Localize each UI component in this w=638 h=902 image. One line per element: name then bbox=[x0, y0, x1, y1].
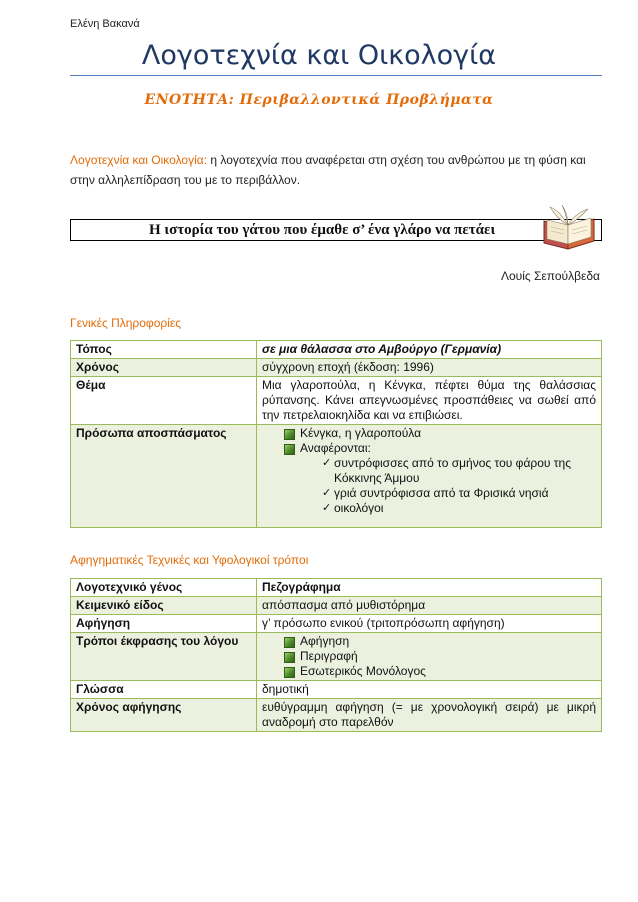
table-key: Θέμα bbox=[71, 377, 257, 425]
table-row bbox=[71, 699, 602, 732]
table-row bbox=[71, 633, 602, 681]
table-row bbox=[71, 377, 602, 425]
table-key: Κειμενικό είδος bbox=[71, 597, 257, 615]
table-key: Πρόσωπα αποσπάσματος bbox=[71, 425, 257, 528]
table-value: ευθύγραμμη αφήγηση (= με χρονολογική σειρά) με μικρή αναδρομή στο παρελθόν bbox=[257, 699, 602, 732]
table-key: Τόπος bbox=[71, 341, 257, 359]
definition-text: η λογοτεχνία που αναφέρεται στη σχέση του ανθρώπου με τη φύση και στην αλληλεπίδραση του με το περιβάλλον. bbox=[70, 153, 586, 187]
title-underline bbox=[70, 75, 602, 76]
mentioned-list bbox=[262, 456, 596, 516]
list-item: ✓ συντρόφισσες από το σμήνος του φάρου της Κόκκινης Άμμου bbox=[322, 456, 571, 485]
table-key: Τρόποι έκφρασης του λόγου bbox=[71, 633, 257, 681]
list-item: Κένγκα, η γλαροπούλα bbox=[284, 426, 596, 441]
table-key: Γλώσσα bbox=[71, 681, 257, 699]
table-value bbox=[257, 633, 602, 681]
list-item: ✓ γριά συντρόφισσα από τα Φρισικά νησιά bbox=[322, 486, 549, 500]
table-row bbox=[71, 425, 602, 528]
square-bullet-icon bbox=[284, 667, 295, 678]
square-bullet-icon bbox=[284, 444, 295, 455]
table-row bbox=[71, 597, 602, 615]
table-row bbox=[71, 681, 602, 699]
table-value: απόσπασμα από μυθιστόρημα bbox=[257, 597, 602, 615]
table-key: Χρόνος αφήγησης bbox=[71, 699, 257, 732]
modes-list bbox=[262, 634, 596, 679]
checkmark-icon: ✓ bbox=[322, 457, 332, 469]
persons-list bbox=[262, 426, 596, 456]
table-value bbox=[257, 425, 602, 528]
table-row bbox=[71, 359, 602, 377]
unit-title: ΕΝΟΤΗΤΑ: Περιβαλλοντικά Προβλήματα bbox=[144, 92, 494, 108]
table-value: Μια γλαροπούλα, η Κένγκα, πέφτει θύμα της θαλάσσιας ρύπανσης. Κάνει απεγνωσμένες προσπάθειες να σωθεί από την πετρελαιοκηλίδα και να επιβιώσει. bbox=[257, 377, 602, 425]
square-bullet-icon bbox=[284, 637, 295, 648]
list-item: Αφήγηση bbox=[284, 634, 596, 649]
list-item: ✓ οικολόγοι bbox=[322, 501, 384, 515]
table-value: δημοτική bbox=[257, 681, 602, 699]
table-value: Πεζογράφημα bbox=[257, 579, 602, 597]
table-row bbox=[71, 341, 602, 359]
narrative-table bbox=[70, 578, 602, 732]
narrative-heading: Αφηγηματικές Τεχνικές και Υφολογικοί τρόποι bbox=[70, 553, 309, 567]
page-title: Λογοτεχνία και Οικολογία bbox=[141, 40, 497, 71]
list-item: Περιγραφή bbox=[284, 649, 596, 664]
table-row bbox=[71, 615, 602, 633]
story-title: Η ιστορία του γάτου που έμαθε σ’ ένα γλάρο να πετάει bbox=[149, 222, 496, 238]
checkmark-icon: ✓ bbox=[322, 502, 332, 514]
story-author: Λουίς Σεπούλβεδα bbox=[500, 269, 600, 283]
general-info-table bbox=[70, 340, 602, 528]
table-value: γ’ πρόσωπο ενικού (τριτοπρόσωπη αφήγηση) bbox=[257, 615, 602, 633]
square-bullet-icon bbox=[284, 652, 295, 663]
table-value: σε μια θάλασσα στο Αμβούργο (Γερμανία) bbox=[257, 341, 602, 359]
table-value: σύγχρονη εποχή (έκδοση: 1996) bbox=[257, 359, 602, 377]
list-item: Αναφέρονται: bbox=[284, 441, 596, 456]
definition-term: Λογοτεχνία και Οικολογία: bbox=[70, 153, 208, 167]
list-item: Εσωτερικός Μονόλογος bbox=[284, 664, 596, 679]
table-row bbox=[71, 579, 602, 597]
general-info-heading: Γενικές Πληροφορίες bbox=[70, 316, 182, 330]
table-key: Αφήγηση bbox=[71, 615, 257, 633]
definition-paragraph bbox=[70, 150, 602, 190]
open-book-icon bbox=[538, 203, 602, 253]
square-bullet-icon bbox=[284, 429, 295, 440]
table-key: Λογοτεχνικό γένος bbox=[71, 579, 257, 597]
table-key: Χρόνος bbox=[71, 359, 257, 377]
story-title-box bbox=[70, 219, 602, 241]
checkmark-icon: ✓ bbox=[322, 487, 332, 499]
author-name: Ελένη Βακανά bbox=[70, 18, 140, 30]
